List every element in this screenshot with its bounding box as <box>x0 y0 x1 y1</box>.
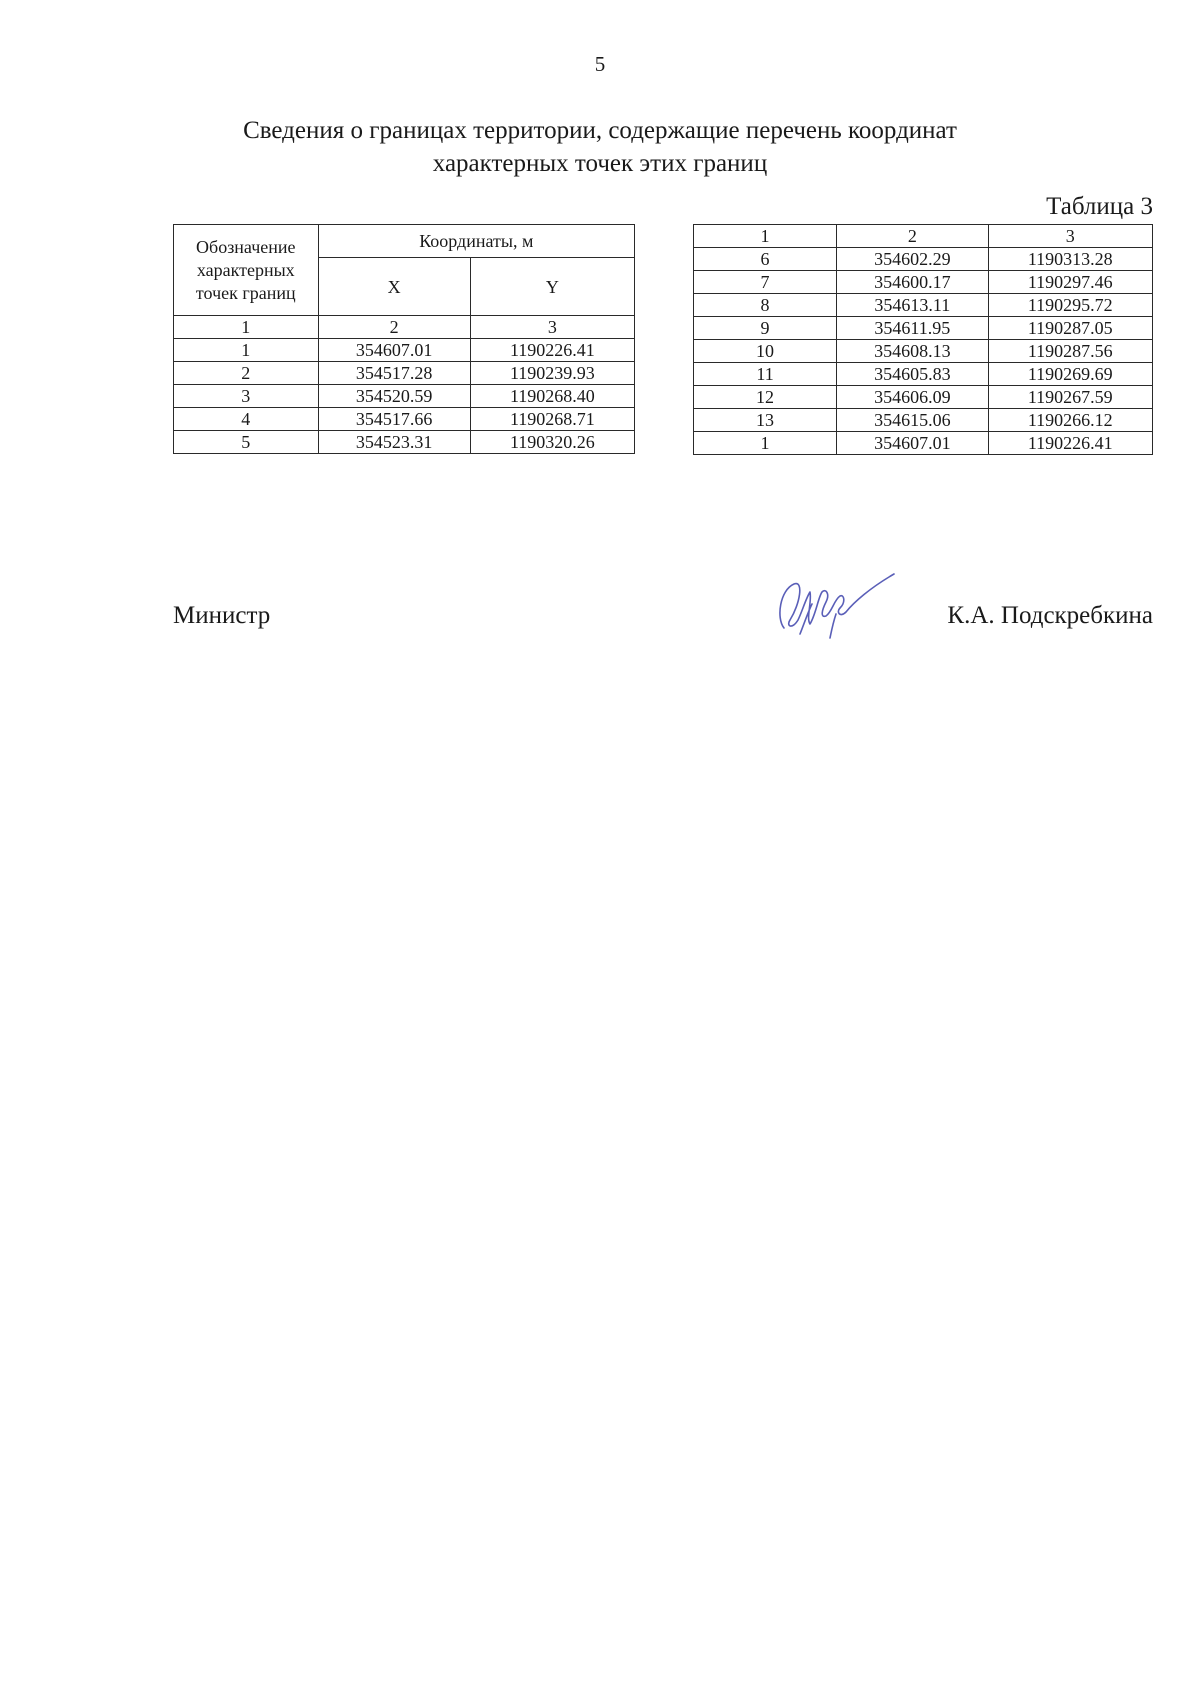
table-row <box>694 271 1153 294</box>
x-coordinate: 354608.13 <box>837 340 988 363</box>
point-number: 10 <box>694 340 837 363</box>
y-coordinate: 1190269.69 <box>988 363 1152 386</box>
x-coordinate: 354613.11 <box>837 294 988 317</box>
signatory-title: Министр <box>173 602 271 629</box>
x-coordinate: 354600.17 <box>837 271 988 294</box>
x-coordinate: 354520.59 <box>318 385 470 408</box>
table-row <box>174 362 635 385</box>
title-line-2: характерных точек этих границ <box>432 150 768 177</box>
header-row <box>174 225 635 258</box>
x-coordinate: 354517.28 <box>318 362 470 385</box>
point-number: 12 <box>694 386 837 409</box>
point-number: 13 <box>694 409 837 432</box>
column-number: 2 <box>318 316 470 339</box>
title-line-1: Сведения о границах территории, содержащие перечень координат <box>243 117 957 144</box>
y-coordinate: 1190266.12 <box>988 409 1152 432</box>
column-number: 3 <box>988 225 1152 248</box>
x-coordinate: 354607.01 <box>318 339 470 362</box>
point-number: 7 <box>694 271 837 294</box>
y-coordinate: 1190287.05 <box>988 317 1152 340</box>
point-number: 8 <box>694 294 837 317</box>
header-y: Y <box>470 258 634 316</box>
table-row <box>174 339 635 362</box>
point-number: 4 <box>174 408 319 431</box>
table-row <box>694 294 1153 317</box>
table-row <box>694 248 1153 271</box>
x-coordinate: 354517.66 <box>318 408 470 431</box>
y-coordinate: 1190267.59 <box>988 386 1152 409</box>
table-row <box>694 317 1153 340</box>
header-x: X <box>318 258 470 316</box>
table-caption: Таблица 3 <box>1046 193 1153 220</box>
column-number-row <box>694 225 1153 248</box>
column-number-row <box>174 316 635 339</box>
x-coordinate: 354523.31 <box>318 431 470 454</box>
point-number: 6 <box>694 248 837 271</box>
point-number: 5 <box>174 431 319 454</box>
y-coordinate: 1190287.56 <box>988 340 1152 363</box>
table-row <box>694 386 1153 409</box>
column-number: 2 <box>837 225 988 248</box>
x-coordinate: 354602.29 <box>837 248 988 271</box>
table-row <box>174 431 635 454</box>
point-number: 1 <box>694 432 837 455</box>
y-coordinate: 1190313.28 <box>988 248 1152 271</box>
x-coordinate: 354615.06 <box>837 409 988 432</box>
y-coordinate: 1190297.46 <box>988 271 1152 294</box>
y-coordinate: 1190320.26 <box>470 431 634 454</box>
point-number: 9 <box>694 317 837 340</box>
header-coordinates: Координаты, м <box>318 225 634 258</box>
point-number: 2 <box>174 362 319 385</box>
table-row <box>694 432 1153 455</box>
x-coordinate: 354607.01 <box>837 432 988 455</box>
column-number: 1 <box>174 316 319 339</box>
coordinates-table-right <box>693 224 1153 455</box>
signatory-name: К.А. Подскребкина <box>947 602 1153 629</box>
column-number: 1 <box>694 225 837 248</box>
y-coordinate: 1190295.72 <box>988 294 1152 317</box>
x-coordinate: 354605.83 <box>837 363 988 386</box>
coordinates-table-left <box>173 224 635 454</box>
point-number: 3 <box>174 385 319 408</box>
x-coordinate: 354606.09 <box>837 386 988 409</box>
table-row <box>694 363 1153 386</box>
point-number: 1 <box>174 339 319 362</box>
document-title <box>0 114 1200 180</box>
column-number: 3 <box>470 316 634 339</box>
y-coordinate: 1190268.71 <box>470 408 634 431</box>
table-row <box>694 340 1153 363</box>
page-number: 5 <box>594 52 606 76</box>
y-coordinate: 1190268.40 <box>470 385 634 408</box>
y-coordinate: 1190226.41 <box>470 339 634 362</box>
table-row <box>694 409 1153 432</box>
y-coordinate: 1190226.41 <box>988 432 1152 455</box>
handwritten-signature <box>770 568 900 643</box>
point-number: 11 <box>694 363 837 386</box>
y-coordinate: 1190239.93 <box>470 362 634 385</box>
table-row <box>174 385 635 408</box>
header-point-designation: Обозначение характерных точек границ <box>174 225 319 316</box>
table-row <box>174 408 635 431</box>
x-coordinate: 354611.95 <box>837 317 988 340</box>
